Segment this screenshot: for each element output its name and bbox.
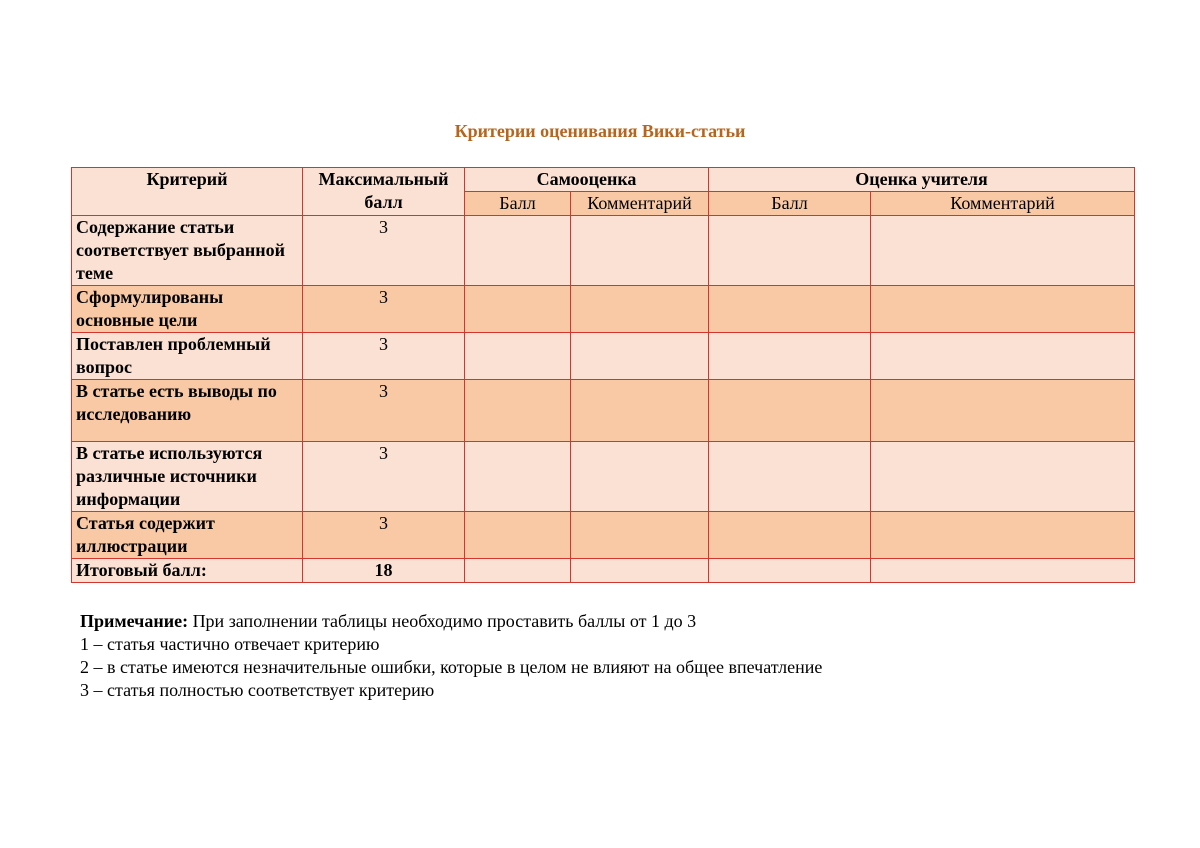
table-row [72, 442, 1135, 512]
teacher-score-cell[interactable] [709, 286, 871, 333]
total-self-score-cell[interactable] [465, 559, 571, 583]
teacher-score-cell[interactable] [709, 380, 871, 442]
total-teacher-comment-cell[interactable] [871, 559, 1135, 583]
teacher-comment-cell[interactable] [871, 442, 1135, 512]
teacher-comment-cell[interactable] [871, 286, 1135, 333]
criterion-cell: Статья содержит иллюстрации [72, 512, 303, 559]
self-score-cell[interactable] [465, 380, 571, 442]
table-row [72, 216, 1135, 286]
note-line-1: 1 – статья частично отвечает критерию [80, 634, 380, 654]
max-score-cell: 3 [303, 286, 465, 333]
table-row [72, 286, 1135, 333]
table-row [72, 512, 1135, 559]
header-max-score: Максимальный балл [303, 168, 465, 216]
self-score-cell[interactable] [465, 512, 571, 559]
criterion-cell: Содержание статьи соответствует выбранной теме [72, 216, 303, 286]
subheader-self-comment: Комментарий [571, 192, 709, 216]
total-teacher-score-cell[interactable] [709, 559, 871, 583]
self-comment-cell[interactable] [571, 442, 709, 512]
criterion-cell: Поставлен проблемный вопрос [72, 333, 303, 380]
teacher-comment-cell[interactable] [871, 512, 1135, 559]
teacher-score-cell[interactable] [709, 442, 871, 512]
self-score-cell[interactable] [465, 442, 571, 512]
teacher-score-cell[interactable] [709, 333, 871, 380]
self-comment-cell[interactable] [571, 216, 709, 286]
table-row [72, 333, 1135, 380]
self-comment-cell[interactable] [571, 286, 709, 333]
note-label: Примечание: [80, 611, 189, 631]
self-comment-cell[interactable] [571, 512, 709, 559]
note-text: При заполнении таблицы необходимо проставить баллы от 1 до 3 [192, 611, 697, 631]
note-line-3: 3 – статья полностью соответствует критерию [80, 680, 435, 700]
teacher-comment-cell[interactable] [871, 333, 1135, 380]
total-label: Итоговый балл: [72, 559, 303, 583]
self-score-cell[interactable] [465, 216, 571, 286]
table-row [72, 380, 1135, 442]
self-comment-cell[interactable] [571, 380, 709, 442]
teacher-comment-cell[interactable] [871, 380, 1135, 442]
note-intro [80, 610, 1130, 633]
criterion-cell: В статье есть выводы по исследованию [72, 380, 303, 442]
table-header-row [72, 168, 1135, 192]
max-score-cell: 3 [303, 512, 465, 559]
self-score-cell[interactable] [465, 333, 571, 380]
self-comment-cell[interactable] [571, 333, 709, 380]
teacher-score-cell[interactable] [709, 216, 871, 286]
max-score-cell: 3 [303, 442, 465, 512]
criteria-table [71, 167, 1135, 583]
teacher-score-cell[interactable] [709, 512, 871, 559]
subheader-teacher-comment: Комментарий [871, 192, 1135, 216]
page-title: Критерии оценивания Вики-статьи [454, 121, 746, 141]
max-score-cell: 3 [303, 380, 465, 442]
max-score-cell: 3 [303, 333, 465, 380]
max-score-cell: 3 [303, 216, 465, 286]
criterion-cell: В статье используются различные источники информации [72, 442, 303, 512]
total-value: 18 [303, 559, 465, 583]
total-self-comment-cell[interactable] [571, 559, 709, 583]
header-criterion: Критерий [72, 168, 303, 216]
subheader-self-score: Балл [465, 192, 571, 216]
teacher-comment-cell[interactable] [871, 216, 1135, 286]
total-row [72, 559, 1135, 583]
subheader-teacher-score: Балл [709, 192, 871, 216]
header-self-assessment: Самооценка [465, 168, 709, 192]
criterion-cell: Сформулированы основные цели [72, 286, 303, 333]
header-teacher-assessment: Оценка учителя [709, 168, 1135, 192]
note-line-2: 2 – в статье имеются незначительные ошибки, которые в целом не влияют на общее впечатление [80, 657, 823, 677]
note-section [80, 610, 1130, 702]
self-score-cell[interactable] [465, 286, 571, 333]
